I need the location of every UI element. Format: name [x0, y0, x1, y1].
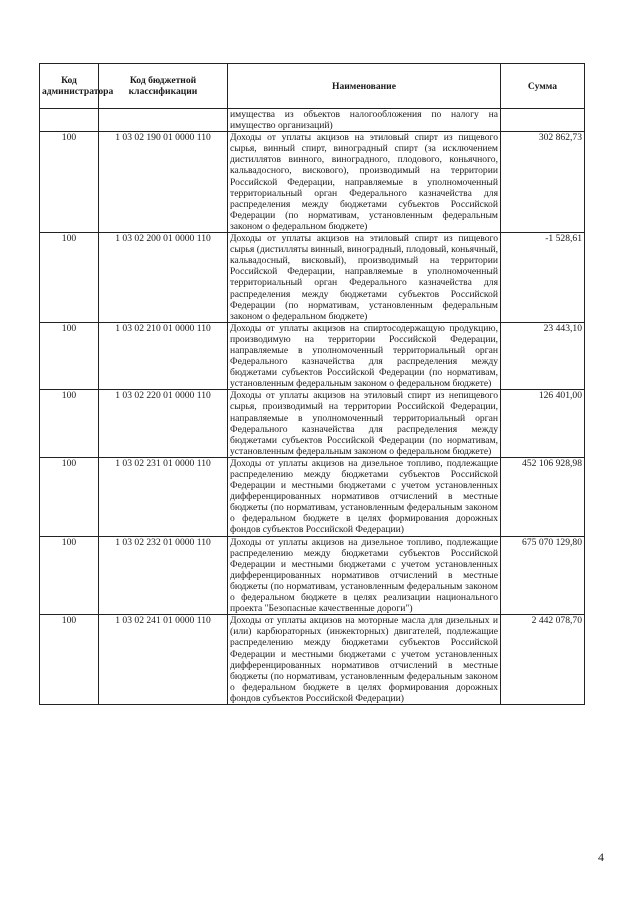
continuation-row	[40, 109, 585, 132]
admin-code-cell: 100	[40, 322, 99, 390]
page-number: 4	[598, 850, 604, 864]
name-cell: Доходы от уплаты акцизов на этиловый спирт из пищевого сырья, винный спирт, виноградный спирт (за исключением дистиллятов винного, виноградного, плодового, коньячного, кальвадосного, вискового), производимый на территории Российской Федерации, направляемые в уполномоченный территориальный орган Федерального казначейства для распределения между бюджетами субъектов Российской Федерации (по нормативам, установленным федеральным законом о федеральном бюджете)	[228, 132, 501, 233]
budget-revenue-table	[39, 63, 585, 705]
admin-code-cell: 100	[40, 390, 99, 458]
table-row	[40, 615, 585, 705]
admin-code-cell: 100	[40, 457, 99, 536]
sum-cell: 452 106 928,98	[501, 457, 585, 536]
name-cell: Доходы от уплаты акцизов на дизельное топливо, подлежащие распределению между бюджетами субъектов Российской Федерации и местными бюджетами с учетом установленных дифференцированных нормативов отчислений в местные бюджеты (по нормативам, установленным федеральным законом о федеральном бюджете в целях реализации национального проекта "Безопасные качественные дороги")	[228, 536, 501, 615]
budget-code-cell: 1 03 02 220 01 0000 110	[99, 390, 228, 458]
sum-cell: 126 401,00	[501, 390, 585, 458]
name-cell: Доходы от уплаты акцизов на этиловый спирт из пищевого сырья (дистилляты винный, виноградный, плодовый, коньячный, кальвадосный, висковый), производимый на территории Российской Федерации, направляемые в уполномоченный территориальный орган Федерального казначейства для распределения между бюджетами субъектов Российской Федерации (по нормативам, установленным федеральным законом о федеральном бюджете)	[228, 233, 501, 323]
budget-code-cell: 1 03 02 200 01 0000 110	[99, 233, 228, 323]
table-header-row	[40, 64, 585, 109]
budget-code-cell: 1 03 02 190 01 0000 110	[99, 132, 228, 233]
sum-cell: 2 442 078,70	[501, 615, 585, 705]
table-row	[40, 132, 585, 233]
sum-cell: 302 862,73	[501, 132, 585, 233]
name-cell: Доходы от уплаты акцизов на спиртосодержащую продукцию, производимую на территории Российской Федерации, направляемые в уполномоченный территориальный орган Федерального казначейства для распределения между бюджетами субъектов Российской Федерации (по нормативам, установленным федеральным законом о федеральном бюджете)	[228, 322, 501, 390]
table-row	[40, 390, 585, 458]
budget-code-cell: 1 03 02 210 01 0000 110	[99, 322, 228, 390]
table-row	[40, 233, 585, 323]
continuation-text: имущества из объектов налогообложения по налогу на имущество организаций)	[228, 109, 501, 132]
table-row	[40, 536, 585, 615]
admin-code-cell: 100	[40, 536, 99, 615]
sum-cell: 23 443,10	[501, 322, 585, 390]
header-admin-code: Код администратора	[40, 64, 99, 109]
table-row	[40, 457, 585, 536]
budget-code-cell: 1 03 02 241 01 0000 110	[99, 615, 228, 705]
admin-code-cell: 100	[40, 615, 99, 705]
table-row	[40, 322, 585, 390]
sum-cell: -1 528,61	[501, 233, 585, 323]
admin-code-cell: 100	[40, 132, 99, 233]
header-budget-code: Код бюджетной классификации	[99, 64, 228, 109]
budget-code-cell: 1 03 02 231 01 0000 110	[99, 457, 228, 536]
name-cell: Доходы от уплаты акцизов на моторные масла для дизельных и (или) карбюраторных (инжекторных) двигателей, подлежащие распределению между бюджетами субъектов Российской Федерации и местными бюджетами с учетом установленных дифференцированных нормативов отчислений в местные бюджеты (по нормативам, установленным федеральным законом о федеральном бюджете в целях формирования дорожных фондов субъектов Российской Федерации)	[228, 615, 501, 705]
admin-code-cell: 100	[40, 233, 99, 323]
header-sum: Сумма	[501, 64, 585, 109]
sum-cell: 675 070 129,80	[501, 536, 585, 615]
name-cell: Доходы от уплаты акцизов на этиловый спирт из непищевого сырья, производимый на территории Российской Федерации, направляемые в уполномоченный территориальный орган Федерального казначейства для распределения между бюджетами субъектов Российской Федерации (по нормативам, установленным федеральным законом о федеральном бюджете)	[228, 390, 501, 458]
budget-code-cell: 1 03 02 232 01 0000 110	[99, 536, 228, 615]
name-cell: Доходы от уплаты акцизов на дизельное топливо, подлежащие распределению между бюджетами субъектов Российской Федерации и местными бюджетами с учетом установленных дифференцированных нормативов отчислений в местные бюджеты (по нормативам, установленным федеральным законом о федеральном бюджете в целях формирования дорожных фондов субъектов Российской Федерации)	[228, 457, 501, 536]
header-name: Наименование	[228, 64, 501, 109]
